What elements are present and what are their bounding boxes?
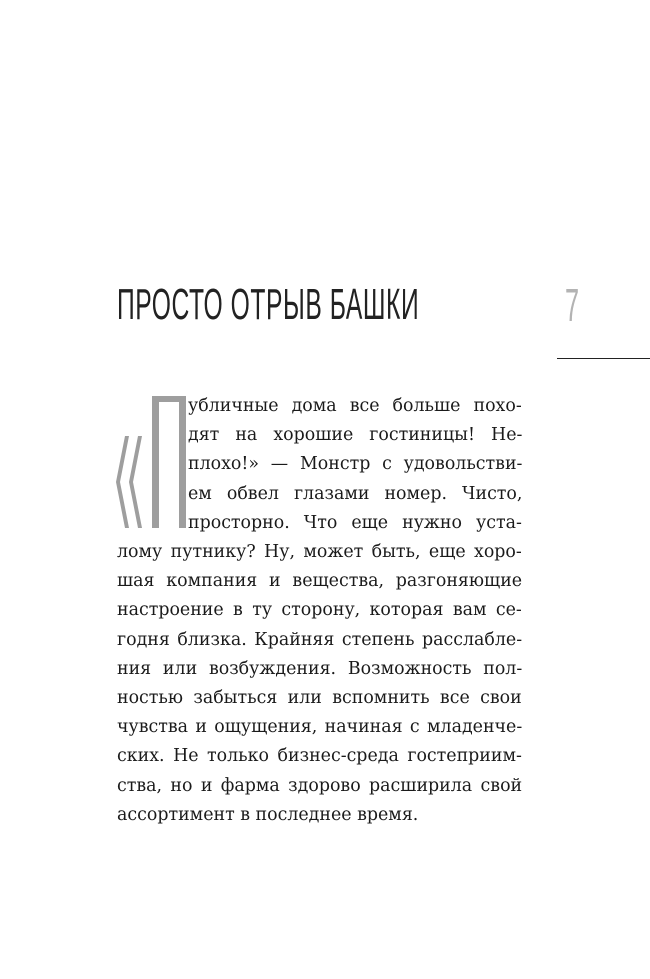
chapter-rule (557, 358, 650, 359)
text-line: годня близка. Крайняя степень расслабле- (117, 629, 523, 650)
chapter-title: ПРОСТО ОТРЫВ БАШКИ (117, 280, 420, 329)
text-line: настроение в ту сторону, которая вам се- (117, 600, 522, 621)
text-line: ских. Не только бизнес-среда гостеприим- (117, 746, 522, 767)
text-line: ния или возбуждения. Возможность пол- (117, 658, 523, 679)
text-line: ства, но и фарма здорово расширила свой (117, 775, 523, 796)
text-line: ностью забыться или вспомнить все свои (117, 688, 522, 709)
text-line: ем обвел глазами номер. Чисто, (188, 483, 523, 504)
text-line: шая компания и вещества, разгоняющие (117, 571, 523, 592)
text-line: чувства и ощущения, начиная с младенче- (117, 717, 523, 738)
text-line: лому путнику? Ну, может быть, еще хоро- (117, 542, 522, 563)
text-line: ассортимент в последнее время. (117, 804, 419, 825)
text-line: убличные дома все больше похо- (188, 396, 522, 416)
text-line: просторно. Что еще нужно уста- (188, 512, 522, 533)
text-line: плохо!» — Монстр с удовольстви- (188, 454, 523, 475)
text-line: дят на хорошие гостиницы! Не- (188, 425, 523, 446)
chapter-number: 7 (565, 279, 580, 331)
body-paragraph (117, 392, 522, 830)
